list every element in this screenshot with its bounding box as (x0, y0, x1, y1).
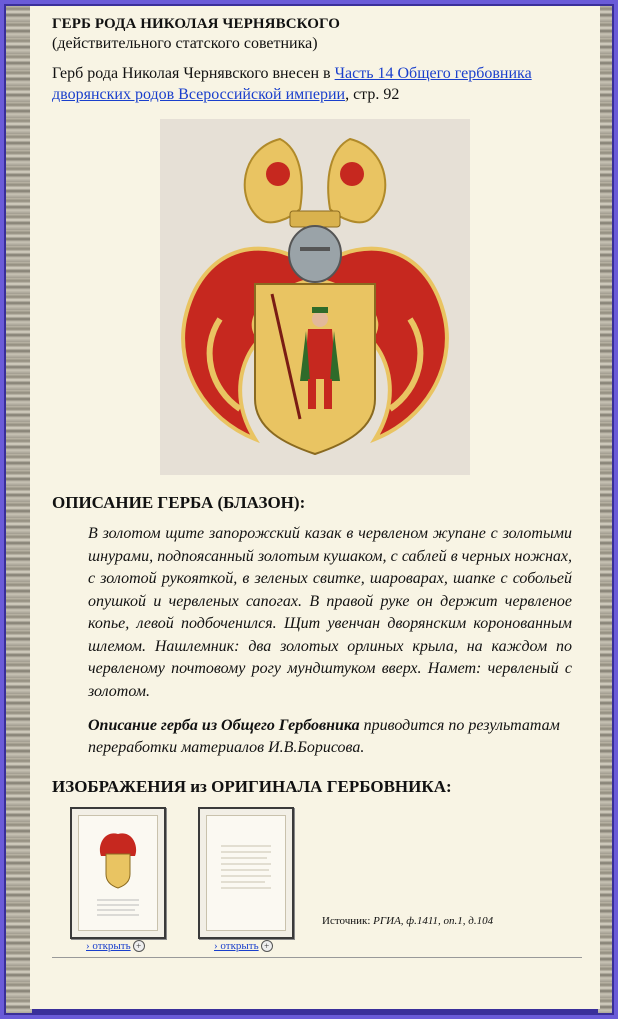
decorative-border-left (6, 6, 32, 1013)
armorial-link[interactable]: Часть 14 Общего гербовника дворянских родов Всероссийской империи (52, 65, 532, 103)
coat-of-arms-image (160, 119, 470, 475)
decorative-border-right (598, 6, 612, 1013)
note-bold: Описание герба из Общего Гербовника (88, 717, 360, 734)
thumbnail-text-icon (207, 816, 285, 930)
source-citation (322, 915, 493, 927)
images-heading: ИЗОБРАЖЕНИЯ из ОРИГИНАЛА ГЕРБОВНИКА: (52, 777, 452, 796)
thumbnail-page (206, 815, 286, 931)
divider (52, 957, 582, 958)
blazon-source-note (88, 715, 572, 759)
page-content (30, 6, 600, 1009)
zoom-plus-icon: + (261, 940, 273, 952)
source-label: Источник: (322, 915, 374, 927)
thumbnail-coat-icon (79, 816, 157, 930)
blazon-text: В золотом щите запорожский казак в червленом жупане с золотыми шнурами, подпоясанный золотым кушаком, с саблей в черных ножнах, с золотой рукояткой, в зеленых свитке, шароварах, шапке с собольей опушкой и червленых сапогах. В правой руке он держит червленое копье, левой подбоченился. Щит увенчан дворянским коронованным шлемом. Нашлемник: два золотых орлиных крыла, на каждом по червленому почтовому рогу мундштуком вверх. Намет: червленый с золотом. (88, 525, 572, 700)
intro-suffix: , стр. 92 (345, 86, 400, 103)
page-title: ГЕРБ РОДА НИКОЛАЯ ЧЕРНЯВСКОГО (52, 16, 341, 32)
open-coat-page-link[interactable] (86, 940, 145, 952)
zoom-plus-icon: + (133, 940, 145, 952)
page-subtitle: (действительного статского советника) (52, 35, 318, 52)
thumbnail-text-page[interactable] (198, 807, 294, 939)
open-link-label-1: › открыть (86, 940, 131, 952)
blazon-heading: ОПИСАНИЕ ГЕРБА (БЛАЗОН): (52, 493, 306, 512)
coat-of-arms-drawing (160, 119, 470, 475)
note-rest: приводится по результатам переработки материалов И.В.Борисова. (88, 717, 560, 756)
source-value: РГИА, ф.1411, оп.1, д.104 (373, 915, 494, 927)
armorial-thumbnails (52, 807, 582, 967)
open-text-page-link[interactable] (214, 940, 273, 952)
open-link-label-2: › открыть (214, 940, 259, 952)
thumbnail-page (78, 815, 158, 931)
intro-prefix: Герб рода Николая Чернявского внесен в (52, 65, 335, 82)
intro-paragraph (52, 63, 582, 105)
thumbnail-coat-page[interactable] (70, 807, 166, 939)
